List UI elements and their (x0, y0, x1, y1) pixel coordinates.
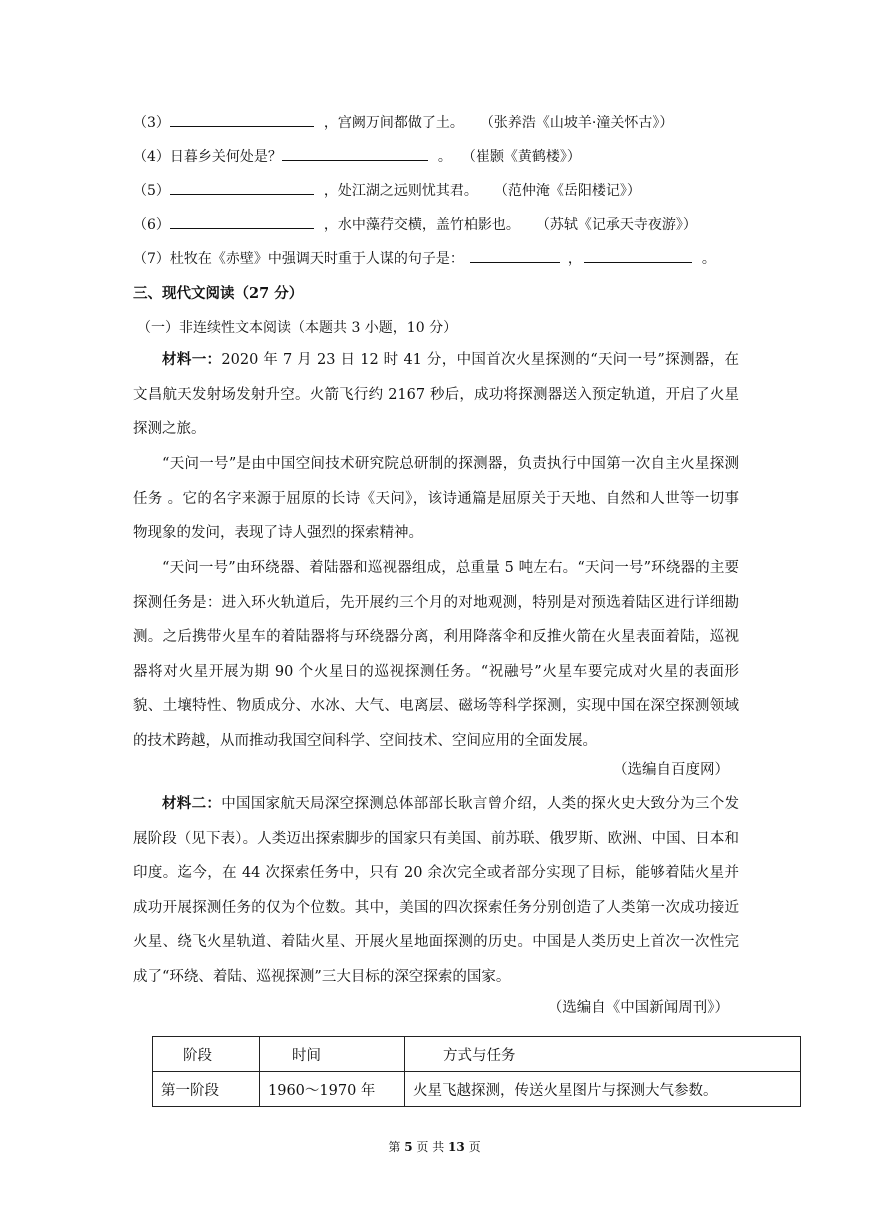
question-text: ，水中藻荇交横，盖竹柏影也。 (323, 217, 520, 233)
footer-text: 页 共 (412, 1140, 449, 1154)
table-header-row (153, 1037, 801, 1072)
question-6 (133, 214, 697, 235)
material2-paragraph (133, 787, 739, 995)
material1-paragraph-3: “天问一号”由环绕器、着陆器和巡视器组成，总重量 5 吨左右。“天问一号”环绕器的主要探测任务是：进入环火轨道后，先开展约三个月的对地观测，特别是对预选着陆区进行详细勘测。之后携带火星车的着陆器将与环绕器分离，利用降落伞和反推火箭在火星表面着陆，巡视器将对火星开展为期 90 个火星日的巡视探测任务。“祝融号”火星车要完成对火星的表面形貌、土壤特性、物质成分、水冰、大气、电离层、磁场等科学探测，实现中国在深空探测领域的技术跨越，从而推动我国空间科学、空间技术、空间应用的全面发展。 (133, 560, 739, 749)
question-number: （7） (133, 251, 170, 267)
table-row (153, 1072, 801, 1107)
material2-text: 中国国家航天局深空探测总体部部长耿言曾介绍，人类的探火史大致分为三个发展阶段（见下表）。人类迈出探索脚步的国家只有美国、前苏联、俄罗斯、欧洲、中国、日本和印度。迄今，在 44 次探索任务中，只有 20 余次完全或者部分实现了目标，能够着陆火星并成功开展探测任务的仅为个位数。其中，美国的四次探索任务分别创造了人类第一次成功接近火星、绕飞火星轨道、着陆火星、开展火星地面探测的历史。中国是人类历史上首次一次性完成了“环绕、着陆、巡视探测”三大目标的深空探索的国家。 (133, 796, 740, 985)
mars-exploration-table (152, 1036, 801, 1107)
answer-blank[interactable] (170, 214, 314, 229)
question-number: （5） (133, 183, 170, 199)
question-separator: ， (567, 251, 582, 267)
answer-blank[interactable] (282, 146, 428, 161)
question-source: （崔颢《黄鹤楼》） (461, 149, 581, 165)
question-7 (133, 248, 716, 269)
answer-blank[interactable] (170, 180, 314, 195)
footer-text: 页 (464, 1140, 481, 1154)
question-end: 。 (437, 149, 452, 165)
table-cell: 第一阶段 (153, 1072, 260, 1107)
table-header-cell: 阶段 (153, 1037, 260, 1072)
question-source: （苏轼《记承天寺夜游》） (535, 217, 697, 233)
question-source: （张养浩《山坡羊·潼关怀古》） (479, 115, 674, 131)
question-4 (133, 146, 581, 167)
table-cell: 1960～1970 年 (260, 1072, 405, 1107)
question-text: 杜牧在《赤壁》中强调天时重于人谋的句子是： (169, 251, 464, 267)
table-cell: 火星飞越探测，传送火星图片与探测大气参数。 (405, 1072, 801, 1107)
answer-blank-2[interactable] (584, 248, 692, 263)
page-total: 13 (448, 1140, 465, 1154)
question-5 (133, 180, 641, 201)
material2-label: 材料二： (162, 795, 222, 812)
page-number: 5 (404, 1140, 413, 1154)
question-text: ，宫阙万间都做了土。 (323, 115, 464, 131)
material1-label: 材料一： (162, 351, 222, 368)
question-text: 日暮乡关何处是？ (169, 149, 282, 165)
question-source: （范仲淹《岳阳楼记》） (493, 183, 641, 199)
answer-blank-1[interactable] (470, 248, 560, 263)
page-footer (0, 1138, 869, 1156)
material1-paragraph-1 (133, 343, 739, 447)
question-number: （6） (133, 217, 170, 233)
question-number: （3） (133, 115, 170, 131)
question-3 (133, 112, 673, 133)
section-subtitle: （一）非连续性文本阅读（本题共 3 小题，10 分） (137, 320, 458, 336)
answer-blank[interactable] (170, 112, 314, 127)
material1-paragraph-2: “天问一号”是由中国空间技术研究院总研制的探测器，负责执行中国第一次自主火星探测任务 。它的名字来源于屈原的长诗《天问》，该诗通篇是屈原关于天地、自然和人世等一切事物现象的发问，表现了诗人强烈的探索精神。 (133, 456, 739, 542)
question-number: （4） (133, 149, 170, 165)
question-end: 。 (701, 251, 716, 267)
material2-source: （选编自《中国新闻周刊》） (547, 1000, 729, 1016)
table-header-cell: 方式与任务 (405, 1037, 801, 1072)
material1-text-1: 2020 年 7 月 23 日 12 时 41 分，中国首次火星探测的“天问一号”探测器，在文昌航天发射场发射升空。火箭飞行约 2167 秒后，成功将探测器送入预定轨道，开启了火星探测之旅。 (133, 352, 739, 438)
question-text: ，处江湖之远则忧其君。 (323, 183, 478, 199)
material1-source: （选编自百度网） (613, 762, 729, 778)
footer-text: 第 (388, 1140, 405, 1154)
section-title: 三、现代文阅读（27 分） (133, 285, 304, 302)
table-header-cell: 时间 (260, 1037, 405, 1072)
